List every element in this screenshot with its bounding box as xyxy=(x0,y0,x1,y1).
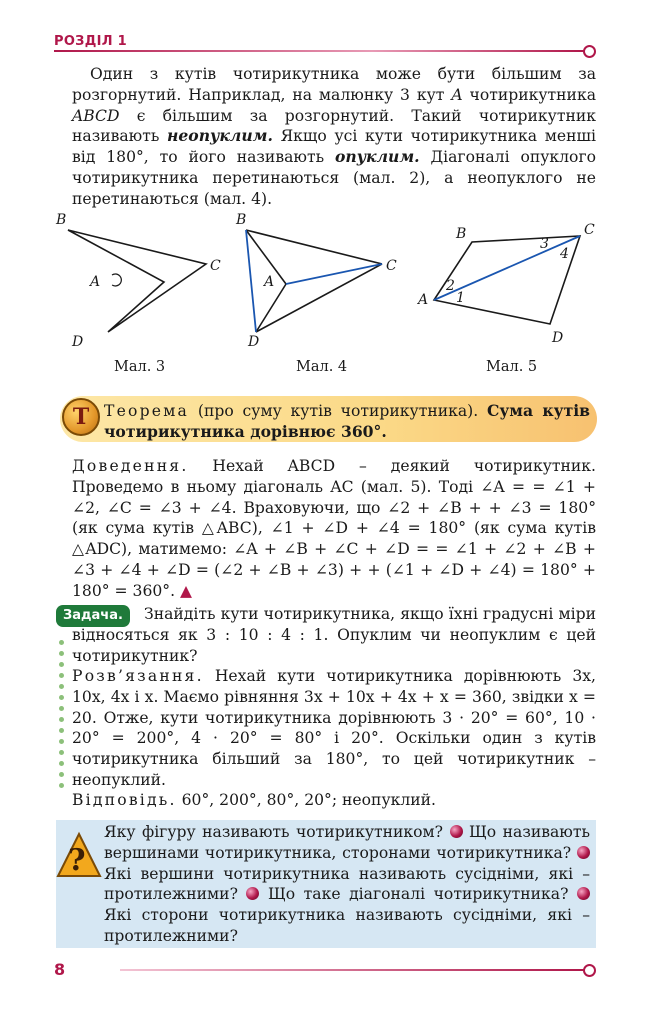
figures-row xyxy=(52,206,612,356)
theorem-statement: Сума кутів чотирикутника дорівнює 360°. xyxy=(104,401,591,441)
fig5-label-A: A xyxy=(418,292,429,308)
section-header: РОЗДІЛ 1 xyxy=(54,34,127,49)
theorem-lead: Теорема xyxy=(104,402,190,420)
header-rule-end-circle xyxy=(583,45,596,58)
figure-5-convex-quadrilateral xyxy=(416,222,595,346)
solution-lead: Розв’язання. xyxy=(72,667,204,685)
fig4-label-C: C xyxy=(386,258,397,274)
footer-rule xyxy=(120,969,584,971)
fig5-angle-2: 2 xyxy=(446,278,455,294)
task-answer: Відповідь. 60°, 200°, 80°, 20°; неопуклий. xyxy=(72,791,437,809)
task-margin-dots xyxy=(59,640,65,794)
bullet-ball-icon xyxy=(577,887,590,900)
term-nonconvex: неопуклим. xyxy=(167,126,273,146)
header-rule xyxy=(54,50,584,52)
fig3-label-B: B xyxy=(56,212,67,228)
proof-end-mark: ▲ xyxy=(180,581,193,600)
questions-text: Яку фігуру називають чотирикутником? Що називають вершинами чотирикутника, сторонами чотирикутника? Які вершини чотирикутника називають сусідніми, які – протилежними? Що таке діагоналі чотирикутника? Які сторони чотирикутника називають сусідніми, які – протилежними? xyxy=(104,823,590,945)
fig4-label-A: A xyxy=(264,274,275,290)
svg-text:?: ? xyxy=(68,843,86,878)
fig3-label-D: D xyxy=(72,334,84,350)
caption-fig-4: Мал. 4 xyxy=(296,359,348,375)
fig5-label-C: C xyxy=(584,222,595,238)
caption-fig-5: Мал. 5 xyxy=(486,359,538,375)
caption-fig-3: Мал. 3 xyxy=(114,359,166,375)
fig5-angle-1: 1 xyxy=(456,290,465,306)
figure-3-nonconvex-quadrilateral xyxy=(55,212,221,350)
fig5-angle-4: 4 xyxy=(560,246,569,262)
bullet-ball-icon xyxy=(450,825,463,838)
task-solution: Розв’язання. Нехай кути чотирикутника дорівнюють 3x, 10x, 4x і x. Маємо рівняння 3x + 10x + 4x + x = 360, звідки x = 20. Отже, кути чотирикутника дорівнюють 3 · 20° = 60°, 10 · 20° = 200°, 4 · 20° = 80° і 20°. Оскільки один з кутів чотирикутника більший за 180°, то цей чотирикутник – неопуклий. xyxy=(72,667,596,789)
answer-lead: Відповідь. xyxy=(72,791,177,809)
fig4-label-B: B xyxy=(236,212,247,228)
task-statement: Знайдіть кути чотирикутника, якщо їхні градусні міри відносяться як 3 : 10 : 4 : 1. Опуклим чи неопуклим є цей чотирикутник? xyxy=(72,605,596,665)
fig5-label-B: B xyxy=(456,226,467,242)
proof-paragraph: Доведення. Нехай ABCD – деякий чотирикутник. Проведемо в ньому діагональ AC (мал. 5). Тоді ∠A = = ∠1 + ∠2, ∠C = ∠3 + ∠4. Враховуючи, що ∠2 + ∠B + + ∠3 = 180° (як сума кутів △ABC), ∠1 + ∠D + ∠4 = 180° (як сума кутів △ADC), матимемо: ∠A + ∠B + ∠C + ∠D = = ∠1 + ∠2 + ∠B + ∠3 + ∠4 + ∠D = (∠2 + ∠B + ∠3) + + (∠1 + ∠D + ∠4) = 180° + 180° = 360°. ▲ xyxy=(72,457,596,600)
question-mark-icon xyxy=(56,830,102,880)
footer-rule-end-circle xyxy=(583,964,596,977)
bullet-ball-icon xyxy=(246,887,259,900)
page-number: 8 xyxy=(54,960,66,979)
bullet-ball-icon xyxy=(577,846,590,859)
task-badge: Задача. xyxy=(56,605,130,627)
intro-paragraph: Один з кутів чотирикутника може бути більшим за розгорнутий. Наприклад, на малюнку 3 кут A чотирикутника ABCD є більшим за розгорнутий. Такий чотирикутник називають неопуклим. Якщо усі кути чотирикутника менші від 180°, то його називають опуклим. Діагоналі опуклого чотирикутника перетинаються (мал. 2), а неопуклого не перетинаються (мал. 4). xyxy=(72,65,596,208)
term-convex: опуклим. xyxy=(334,147,420,167)
figure-4-quadrilateral-diagonals xyxy=(235,212,397,350)
fig3-label-C: C xyxy=(210,258,221,274)
fig5-angle-3: 3 xyxy=(540,236,549,252)
theorem-icon: Т xyxy=(62,398,100,436)
fig4-label-D: D xyxy=(248,334,260,350)
fig3-label-A: A xyxy=(90,274,101,290)
proof-lead: Доведення. xyxy=(72,457,189,475)
fig5-label-D: D xyxy=(552,330,564,346)
theorem-text: Теорема (про суму кутів чотирикутника). Сума кутів чотирикутника дорівнює 360°. xyxy=(104,401,591,441)
